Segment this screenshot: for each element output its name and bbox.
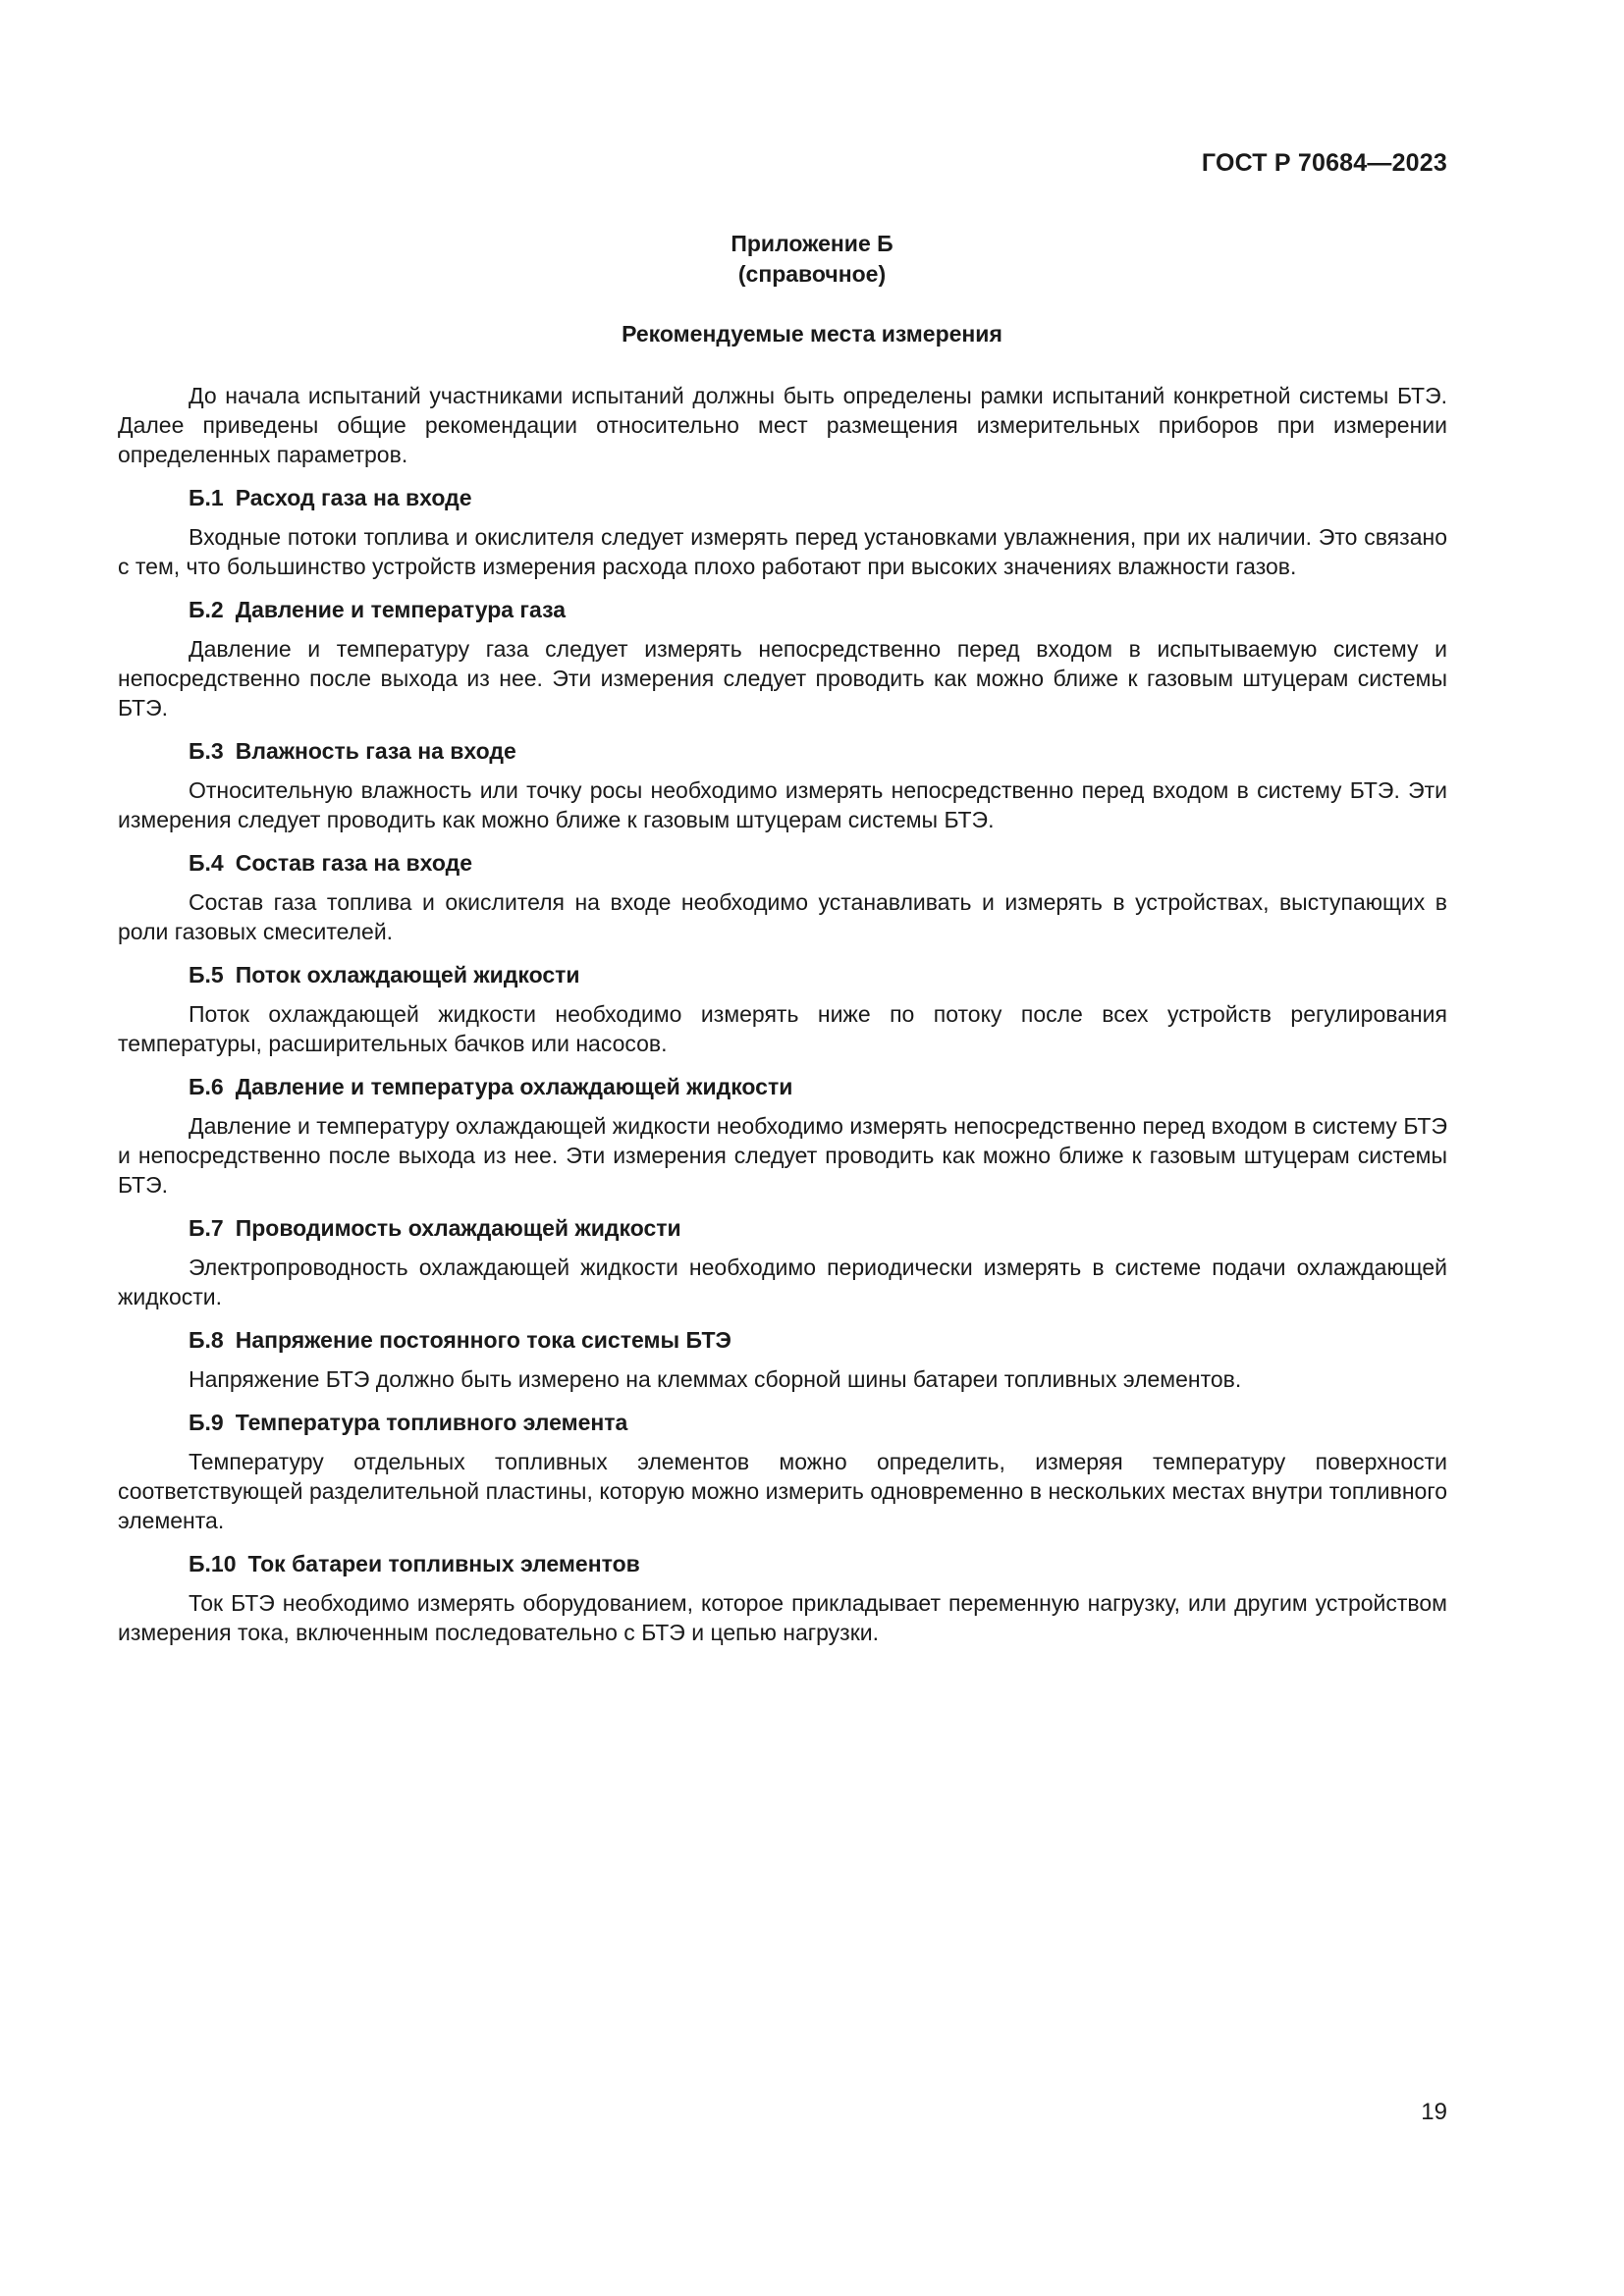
- appendix-heading: Рекомендуемые места измерения: [622, 321, 1002, 347]
- section-number: Б.1: [189, 485, 224, 510]
- document-id: ГОСТ Р 70684—2023: [1201, 149, 1447, 177]
- section-paragraph: Давление и температуру газа следует измерять непосредственно перед входом в испытываемую систему и непосредственно после выхода из нее. Эти измерения следует проводить как можно ближе к газовым штуцерам системы БТЭ.: [118, 636, 1447, 721]
- section-heading: [118, 1325, 1447, 1355]
- section-number: Б.4: [189, 850, 224, 876]
- section-title: Давление и температура охлаждающей жидкости: [235, 1074, 793, 1099]
- section-title: Температура топливного элемента: [235, 1410, 628, 1435]
- appendix-subtitle: (справочное): [737, 261, 887, 287]
- section-number: Б.2: [189, 597, 224, 622]
- section-heading: [118, 1072, 1447, 1101]
- page-number: 19: [1421, 2099, 1447, 2125]
- section-heading: [118, 736, 1447, 766]
- section-title: Проводимость охлаждающей жидкости: [235, 1215, 681, 1241]
- section-heading: [118, 960, 1447, 989]
- section-heading: [118, 1408, 1447, 1437]
- section-number: Б.8: [189, 1327, 224, 1353]
- section-paragraph: Напряжение БТЭ должно быть измерено на клеммах сборной шины батареи топливных элементов.: [189, 1366, 1242, 1392]
- section-paragraph: Ток БТЭ необходимо измерять оборудованием, которое прикладывает переменную нагрузку, или другим устройством измерения тока, включенным последовательно с БТЭ и цепью нагрузки.: [118, 1590, 1447, 1645]
- section-title: Поток охлаждающей жидкости: [235, 962, 580, 988]
- section-paragraph: Температуру отдельных топливных элементов можно определить, измеряя температуру поверхности соответствующей разделительной пластины, которую можно измерить одновременно в нескольких местах внутри топливного элемента.: [118, 1449, 1447, 1533]
- section-paragraph: Поток охлаждающей жидкости необходимо измерять ниже по потоку после всех устройств регулирования температуры, расширительных бачков или насосов.: [118, 1001, 1447, 1056]
- section-number: Б.7: [189, 1215, 224, 1241]
- section-paragraph: Входные потоки топлива и окислителя следует измерять перед установками увлажнения, при их наличии. Это связано с тем, что большинство устройств измерения расхода плохо работают при высоких значениях влажности газов.: [118, 524, 1447, 579]
- section-title: Давление и температура газа: [235, 597, 566, 622]
- section-paragraph: Состав газа топлива и окислителя на входе необходимо устанавливать и измерять в устройствах, выступающих в роли газовых смесителей.: [118, 889, 1447, 944]
- section-number: Б.10: [189, 1551, 237, 1576]
- section-heading: [118, 595, 1447, 624]
- section-paragraph: Электропроводность охлаждающей жидкости необходимо периодически измерять в системе подачи охлаждающей жидкости.: [118, 1255, 1447, 1309]
- section-paragraph: Давление и температуру охлаждающей жидкости необходимо измерять непосредственно перед входом в систему БТЭ и непосредственно после выхода из нее. Эти измерения следует проводить как можно ближе к газовым штуцерам системы БТЭ.: [118, 1113, 1447, 1198]
- section-title: Влажность газа на входе: [235, 738, 516, 764]
- section-number: Б.5: [189, 962, 224, 988]
- section-title: Ток батареи топливных элементов: [247, 1551, 640, 1576]
- section-title: Расход газа на входе: [235, 485, 472, 510]
- section-title: Состав газа на входе: [235, 850, 472, 876]
- document-body: [118, 381, 1447, 1647]
- section-number: Б.6: [189, 1074, 224, 1099]
- section-heading: [118, 848, 1447, 878]
- intro-paragraph: До начала испытаний участниками испытаний должны быть определены рамки испытаний конкретной системы БТЭ. Далее приведены общие рекомендации относительно мест размещения измерительных приборов при измерении определенных параметров.: [118, 383, 1447, 467]
- appendix-title-block: [0, 229, 1624, 290]
- section-title: Напряжение постоянного тока системы БТЭ: [235, 1327, 731, 1353]
- section-paragraph: Относительную влажность или точку росы необходимо измерять непосредственно перед входом в систему БТЭ. Эти измерения следует проводить как можно ближе к газовым штуцерам системы БТЭ.: [118, 777, 1447, 832]
- appendix-title: Приложение Б: [731, 231, 893, 256]
- section-heading: [118, 1549, 1447, 1578]
- section-heading: [118, 483, 1447, 512]
- section-number: Б.3: [189, 738, 224, 764]
- section-number: Б.9: [189, 1410, 224, 1435]
- section-heading: [118, 1213, 1447, 1243]
